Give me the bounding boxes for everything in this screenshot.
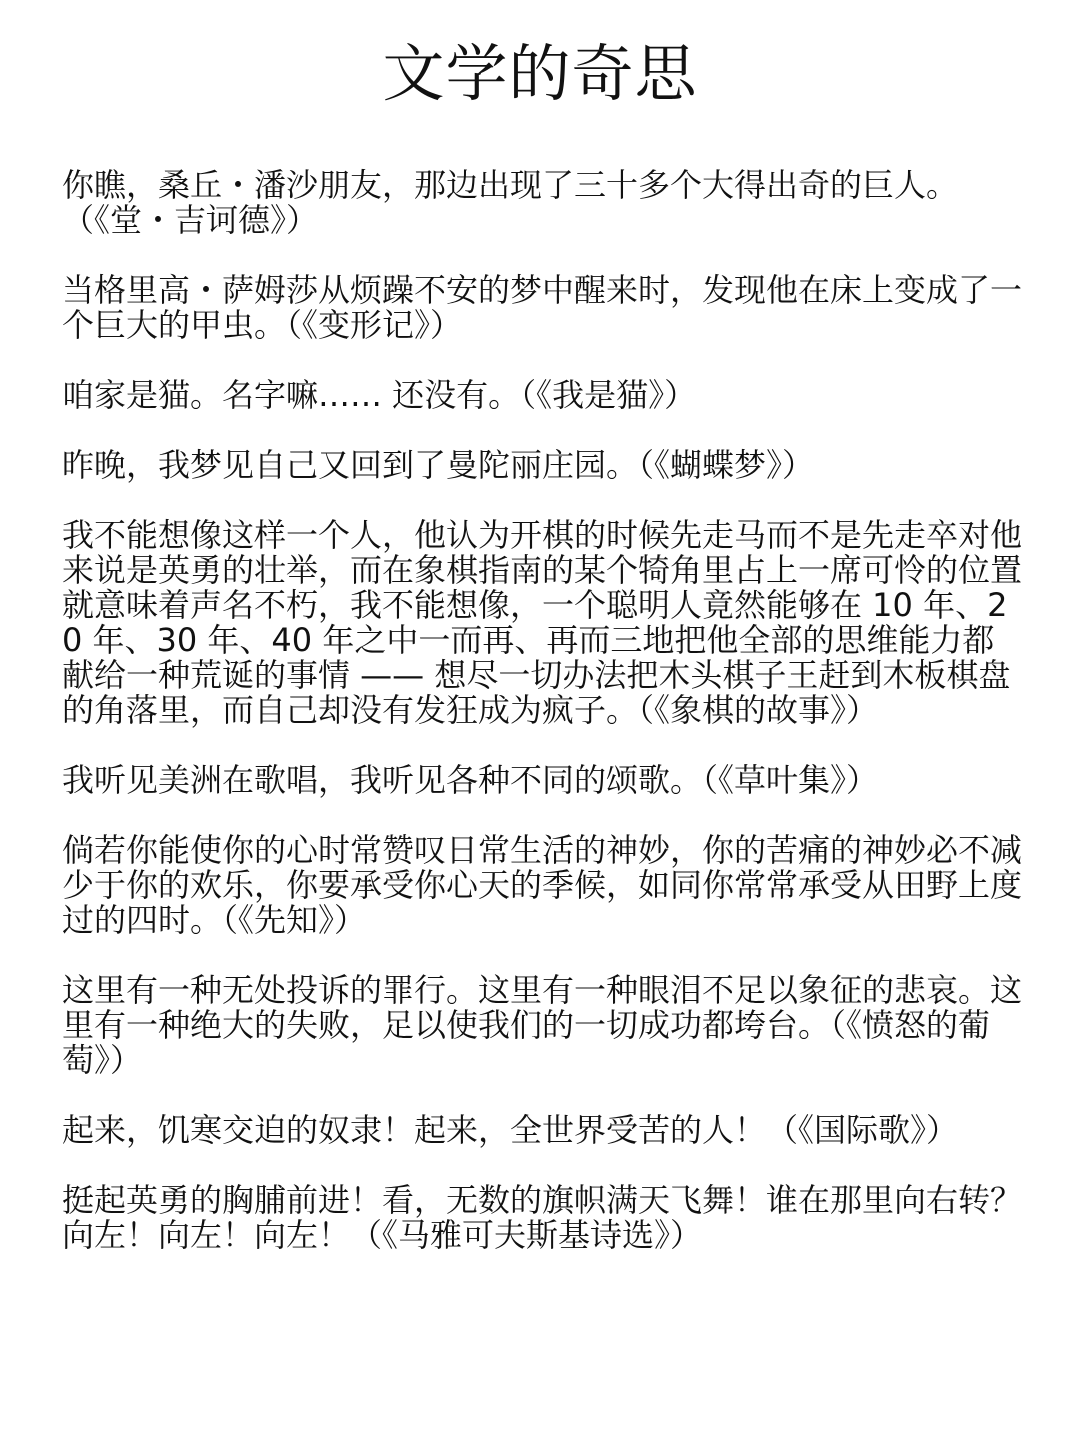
- quote-list: [62, 168, 1022, 1288]
- quote-mayakovsky-poems: 挺起英勇的胸脯前进！看，无数的旗帜满天飞舞！谁在那里向右转？向左！向左！向左！（《马雅可夫斯基诗选》）: [62, 1181, 1023, 1254]
- quote-grapes-of-wrath: 这里有一种无处投诉的罪行。这里有一种眼泪不足以象征的悲哀。这里有一种绝大的失败，足以使我们的一切成功都垮台。（《愤怒的葡萄》）: [62, 971, 1023, 1079]
- quote-chess-story: 我不能想像这样一个人，他认为开棋的时候先走马而不是先走卒对他来说是英勇的壮举，而在象棋指南的某个犄角里占上一席可怜的位置就意味着声名不朽，我不能想像，一个聪明人竟然能够在 10 年、20 年、30 年、40 年之中一而再、再而三地把他全部的思维能力都献给一种荒诞的事情 —— 想尽一切办法把木头棋子王赶到木板棋盘的角落里，而自己却没有发狂成为疯子。（《象棋的故事》）: [62, 516, 1023, 729]
- quote-the-prophet: 倘若你能使你的心时常赞叹日常生活的神妙，你的苦痛的神妙必不减少于你的欢乐，你要承受你心天的季候，如同你常常承受从田野上度过的四时。（《先知》）: [62, 831, 1023, 939]
- quote-rebecca: 昨晚，我梦见自己又回到了曼陀丽庄园。（《蝴蝶梦》）: [62, 446, 815, 484]
- page-title: 文学的奇思: [382, 37, 698, 110]
- quote-internationale: 起来，饥寒交迫的奴隶！起来，全世界受苦的人！（《国际歌》）: [62, 1111, 959, 1149]
- quote-metamorphosis: 当格里高・萨姆莎从烦躁不安的梦中醒来时，发现他在床上变成了一个巨大的甲虫。（《变形记》）: [62, 271, 1023, 344]
- quote-don-quixote: 你瞧，桑丘・潘沙朋友，那边出现了三十多个大得出奇的巨人。（《堂・吉诃德》）: [62, 166, 959, 239]
- quote-i-am-a-cat: 咱家是猫。名字嘛…… 还没有。（《我是猫》）: [62, 376, 697, 414]
- quote-leaves-of-grass: 我听见美洲在歌唱，我听见各种不同的颂歌。（《草叶集》）: [62, 761, 879, 799]
